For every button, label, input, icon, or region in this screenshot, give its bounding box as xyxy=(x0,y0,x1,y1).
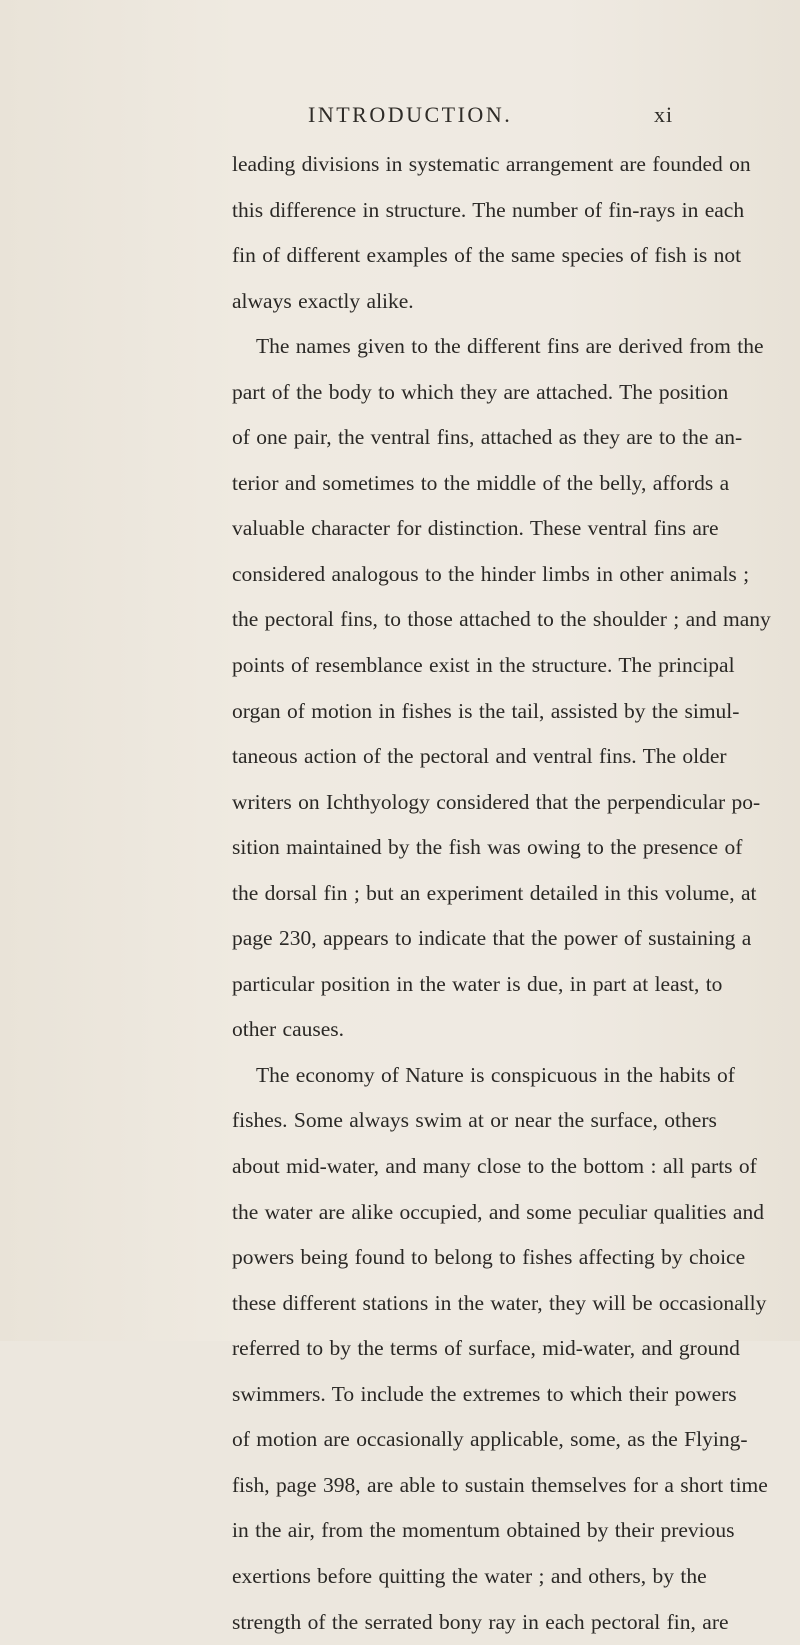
text-line: about mid-water, and many close to the bottom : all parts of xyxy=(232,1144,672,1190)
text-line: powers being found to belong to fishes affecting by choice xyxy=(232,1235,672,1281)
text-line: fish, page 398, are able to sustain themselves for a short time xyxy=(232,1463,672,1509)
text-line: taneous action of the pectoral and ventral fins. The older xyxy=(232,734,672,780)
text-line: writers on Ichthyology considered that the perpendicular po- xyxy=(232,780,672,826)
text-line: of one pair, the ventral fins, attached as they are to the an- xyxy=(232,415,672,461)
text-line: points of resemblance exist in the structure. The principal xyxy=(232,643,672,689)
text-line: exertions before quitting the water ; and others, by the xyxy=(232,1554,672,1600)
text-line: The names given to the different fins are derived from the xyxy=(232,324,672,370)
text-line: always exactly alike. xyxy=(232,279,672,325)
body-text xyxy=(232,142,672,1645)
text-line: other causes. xyxy=(232,1007,672,1053)
text-line: the dorsal fin ; but an experiment detailed in this volume, at xyxy=(232,871,672,917)
text-line: valuable character for distinction. These ventral fins are xyxy=(232,506,672,552)
text-line: of motion are occasionally applicable, some, as the Flying- xyxy=(232,1417,672,1463)
text-line: part of the body to which they are attached. The position xyxy=(232,370,672,416)
text-line: the water are alike occupied, and some peculiar qualities and xyxy=(232,1190,672,1236)
text-line: terior and sometimes to the middle of the belly, affords a xyxy=(232,461,672,507)
text-line: referred to by the terms of surface, mid-water, and ground xyxy=(232,1326,672,1372)
text-line: particular position in the water is due, in part at least, to xyxy=(232,962,672,1008)
text-line: fishes. Some always swim at or near the surface, others xyxy=(232,1098,672,1144)
running-title: INTRODUCTION. xyxy=(308,102,512,128)
text-line: this difference in structure. The number of fin-rays in each xyxy=(232,188,672,234)
page-number: xi xyxy=(654,102,673,128)
text-line: fin of different examples of the same species of fish is not xyxy=(232,233,672,279)
text-line: leading divisions in systematic arrangement are founded on xyxy=(232,142,672,188)
text-line: swimmers. To include the extremes to which their powers xyxy=(232,1372,672,1418)
text-line: organ of motion in fishes is the tail, assisted by the simul- xyxy=(232,689,672,735)
text-line: strength of the serrated bony ray in each pectoral fin, are xyxy=(232,1600,672,1645)
text-line: page 230, appears to indicate that the power of sustaining a xyxy=(232,916,672,962)
text-line: in the air, from the momentum obtained by their previous xyxy=(232,1508,672,1554)
text-line: these different stations in the water, they will be occasionally xyxy=(232,1281,672,1327)
running-head xyxy=(0,98,800,134)
text-line: considered analogous to the hinder limbs in other animals ; xyxy=(232,552,672,598)
text-line: the pectoral fins, to those attached to the shoulder ; and many xyxy=(232,597,672,643)
text-line: sition maintained by the fish was owing to the presence of xyxy=(232,825,672,871)
text-line: The economy of Nature is conspicuous in the habits of xyxy=(232,1053,672,1099)
